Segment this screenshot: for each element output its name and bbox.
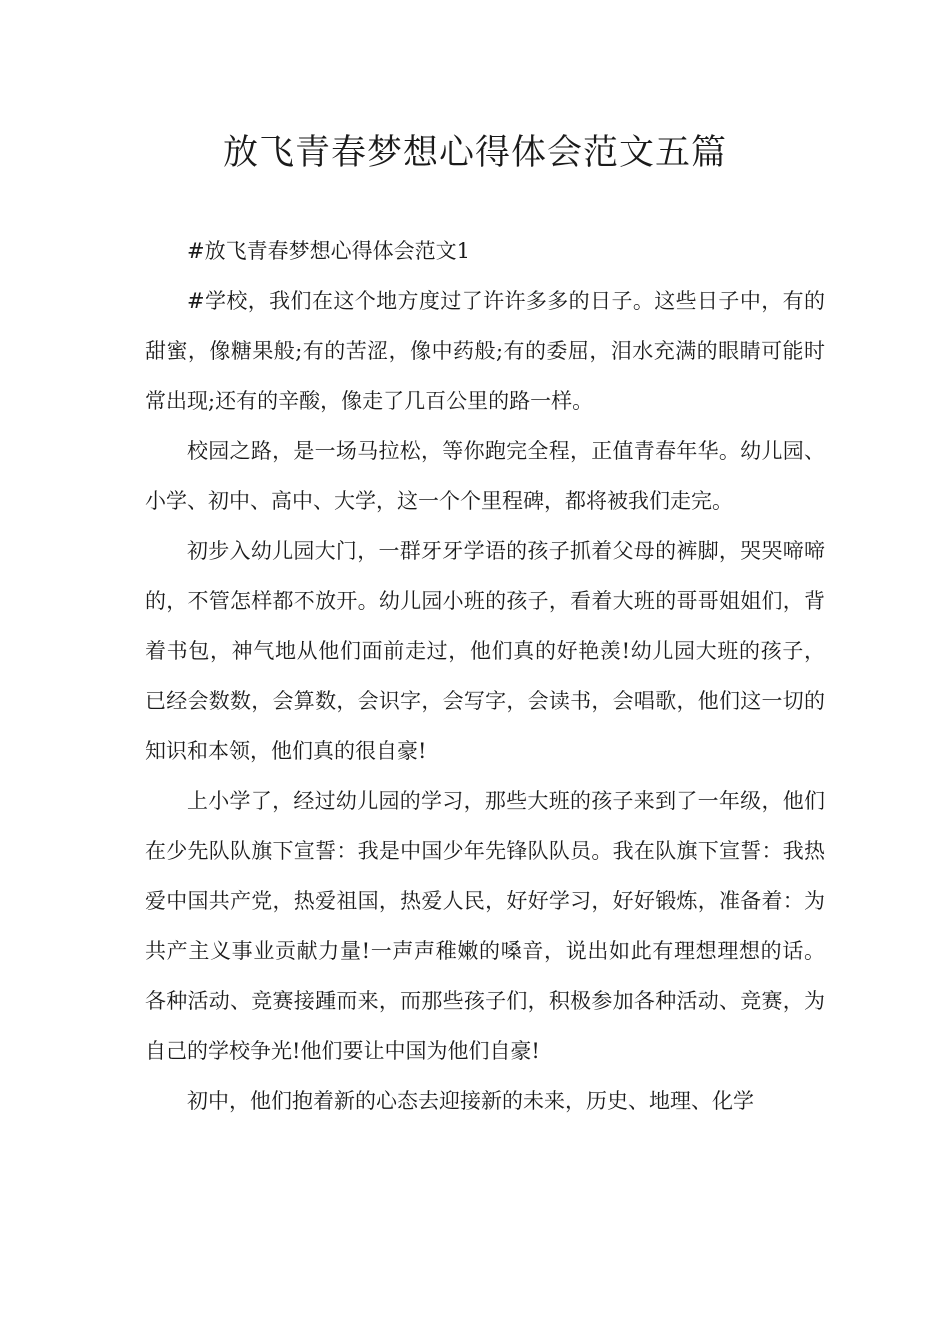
paragraph: 校园之路，是一场马拉松，等你跑完全程，正值青春年华。幼儿园、小学、初中、高中、大学，这一个个里程碑，都将被我们走完。: [145, 439, 825, 513]
document-body: [145, 226, 825, 1126]
paragraph: 初步入幼儿园大门，一群牙牙学语的孩子抓着父母的裤脚，哭哭啼啼的，不管怎样都不放开。幼儿园小班的孩子，看着大班的哥哥姐姐们，背着书包，神气地从他们面前走过，他们真的好艳羡!幼儿园大班的孩子，已经会数数，会算数，会识字，会写字，会读书，会唱歌，他们这一切的知识和本领，他们真的很自豪!: [145, 539, 825, 763]
paragraph: #学校，我们在这个地方度过了许许多多的日子。这些日子中，有的甜蜜，像糖果般;有的苦涩，像中药般;有的委屈，泪水充满的眼睛可能时常出现;还有的辛酸，像走了几百公里的路一样。: [145, 289, 825, 413]
paragraph: 上小学了，经过幼儿园的学习，那些大班的孩子来到了一年级，他们在少先队队旗下宣誓：我是中国少年先锋队队员。我在队旗下宣誓：我热爱中国共产党，热爱祖国，热爱人民，好好学习，好好锻炼，准备着：为共产主义事业贡献力量!一声声稚嫩的嗓音，说出如此有理想理想的话。各种活动、竞赛接踵而来，而那些孩子们，积极参加各种活动、竞赛，为自己的学校争光!他们要让中国为他们自豪!: [145, 789, 825, 1063]
paragraph: 初中，他们抱着新的心态去迎接新的未来，历史、地理、化学: [187, 1089, 754, 1113]
page-title: 放飞青春梦想心得体会范文五篇: [222, 133, 727, 173]
paragraph: #放飞青春梦想心得体会范文1: [187, 239, 470, 263]
